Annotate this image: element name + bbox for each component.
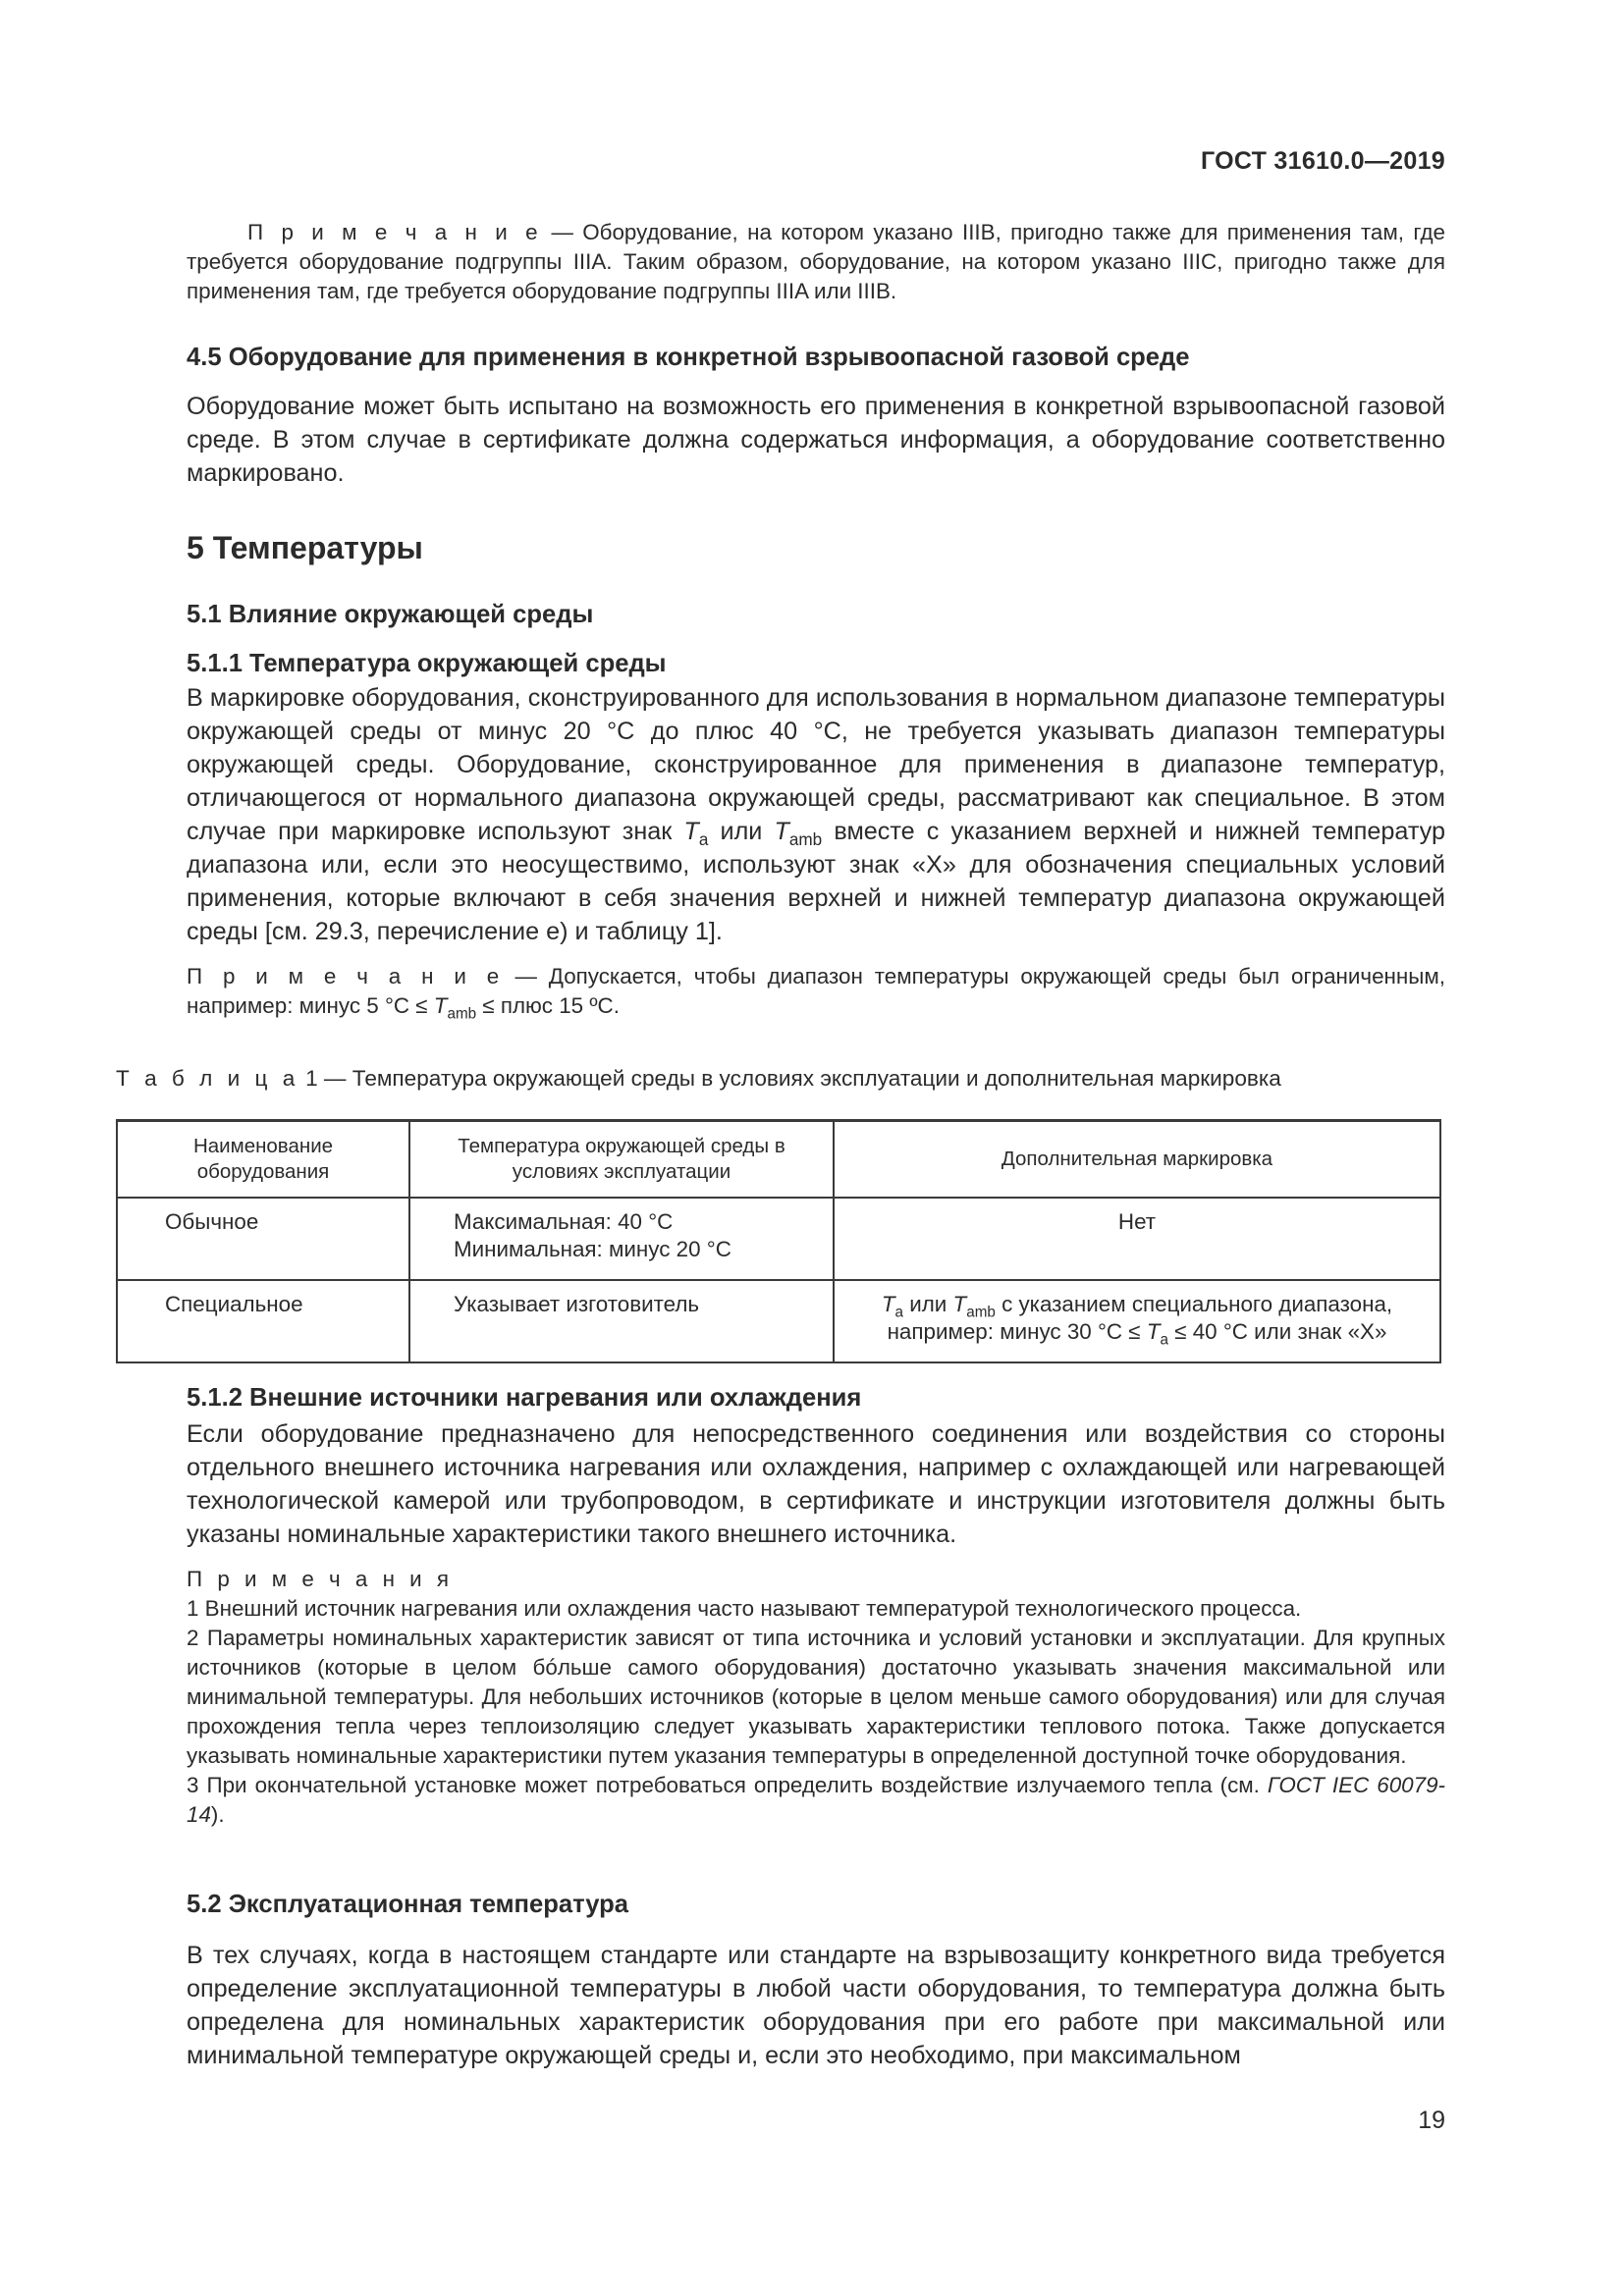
note-item-1: 1 Внешний источник нагревания или охлаждения часто называют температурой технологического процесса. <box>187 1596 1302 1621</box>
section-5-1-2-text: Если оборудование предназначено для непосредственного соединения или воздействия со стороны отдельного внешнего источника нагревания или охлаждения, например с охлаждающей или нагревающей технологической камерой или трубопроводом, в сертификате и инструкции изготовителя должны быть указаны номинальные характеристики такого внешнего источника. <box>187 1420 1445 1548</box>
table-row <box>117 1280 1440 1362</box>
section-heading-5-1: 5.1 Влияние окружающей среды <box>187 601 594 628</box>
notes-label: П р и м е ч а н и я <box>187 1567 454 1591</box>
section-heading-5-1-2: 5.1.2 Внешние источники нагревания или охлаждения <box>187 1384 862 1412</box>
table-cell-temperature: Максимальная: 40 °С Минимальная: минус 20 °С <box>409 1198 834 1280</box>
note-subgroups <box>187 218 1445 306</box>
note-ambient-range: П р и м е ч а н и е — Допускается, чтобы диапазон температуры окружающей среды был ограниченным, например: минус 5 $^\circ С \le T_{amb}$ ≤ плюс 15 ºС. <box>187 964 1445 1023</box>
note-item-2: 2 Параметры номинальных характеристик зависят от типа источника и условий установки и эксплуатации. Для крупных источников (которые в целом бóльше самого оборудования) достаточно указывать значения максимальной или минимальной температуры. Для небольших источников (которые в целом меньше самого оборудования) или для случая прохождения тепла через теплоизоляцию следует указывать характеристики теплового потока. Также допускается указывать номинальные характеристики путем указания температуры в определенной доступной точке оборудования. <box>187 1626 1445 1768</box>
table-header-cell: Температура окружающей среды в условиях эксплуатации <box>409 1121 834 1199</box>
table-ambient-temperature <box>116 1119 1441 1363</box>
section-5-2 <box>187 1939 1445 2072</box>
note-label: П р и м е ч а н и е <box>187 964 504 988</box>
table-header-row <box>117 1121 1440 1199</box>
table-cell-name: Специальное <box>117 1280 409 1362</box>
page-header-standard-code: ГОСТ 31610.0—2019 <box>1200 147 1445 175</box>
note-item-3: 3 При окончательной установке может потребоваться определить воздействие излучаемого тепла (см. ГОСТ IEC 60079-14). <box>187 1773 1445 1827</box>
table-header-cell: Наименование оборудования <box>117 1121 409 1199</box>
section-4-5-text: Оборудование может быть испытано на возможность его применения в конкретной взрывоопасной газовой среде. В этом случае в сертификате должна содержаться информация, а оборудование соответственно маркировано. <box>187 393 1445 487</box>
section-heading-5-2: 5.2 Эксплуатационная температура <box>187 1891 629 1918</box>
section-heading-5: 5 Температуры <box>187 530 423 565</box>
table-cell-name: Обычное <box>117 1198 409 1280</box>
note-label: П р и м е ч а н и е <box>247 220 543 244</box>
section-heading-4-5: 4.5 Оборудование для применения в конкретной взрывоопасной газовой среде <box>187 344 1190 371</box>
table-cell-marking: $T_a$ или $T_{amb}$ с указанием специального диапазона, например: минус 30 $^\circ С \le T_a \le 40$ °С или знак «X» <box>834 1280 1440 1362</box>
standard-reference: ГОСТ IEC 60079-14 <box>187 1773 1445 1827</box>
section-5-1-1-text: В маркировке оборудования, сконструированного для использования в нормальном диапазоне температуры окружающей среды от минус 20 °С до плюс 40 °С, не требуется указывать диапазон температуры окружающей среды. Оборудование, сконструированное для применения в диапазоне температур, отличающегося от нормального диапазона окружающей среды, рассматривают как специальное. В этом случае при маркировке используют знак $T_a$ или $T_{amb}$ вместе с указанием верхней и нижней температур диапазона или, если это неосуществимо, используют знак «X» для обозначения специальных условий применения, которые включают в себя значения верхней и нижней температур диапазона окружающей среды [см. 29.3, перечисление е) и таблицу 1]. <box>187 684 1445 945</box>
table-header-cell: Дополнительная маркировка <box>834 1121 1440 1199</box>
note-text: — Оборудование, на котором указано IIIB, пригодно также для применения там, где требуется оборудование подгруппы IIIA. Таким образом, оборудование, на котором указано IIIC, пригодно также для применения там, где требуется оборудование подгруппы IIIA или IIIB. <box>187 220 1445 303</box>
table-caption: Т а б л и ц а 1 — Температура окружающей среды в условиях эксплуатации и дополнительная маркировка <box>116 1066 1281 1091</box>
page-number: 19 <box>1418 2107 1445 2134</box>
section-4-5 <box>187 344 1445 372</box>
section-5-1-2 <box>187 1417 1445 1551</box>
notes-5-1-2 <box>187 1565 1445 1830</box>
table-row <box>117 1198 1440 1280</box>
section-heading-5-1-1: 5.1.1 Температура окружающей среды <box>187 650 667 677</box>
section-5-1-1 <box>187 681 1445 948</box>
table-cell-temperature: Указывает изготовитель <box>409 1280 834 1362</box>
table-cell-marking: Нет <box>834 1198 1440 1280</box>
section-5-2-text: В тех случаях, когда в настоящем стандарте или стандарте на взрывозащиту конкретного вида требуется определение эксплуатационной температуры в любой части оборудования, то температура должна быть определена для номинальных характеристик оборудования при его работе при максимальной или минимальной температуре окружающей среды и, если это необходимо, при максимальном <box>187 1942 1445 2069</box>
